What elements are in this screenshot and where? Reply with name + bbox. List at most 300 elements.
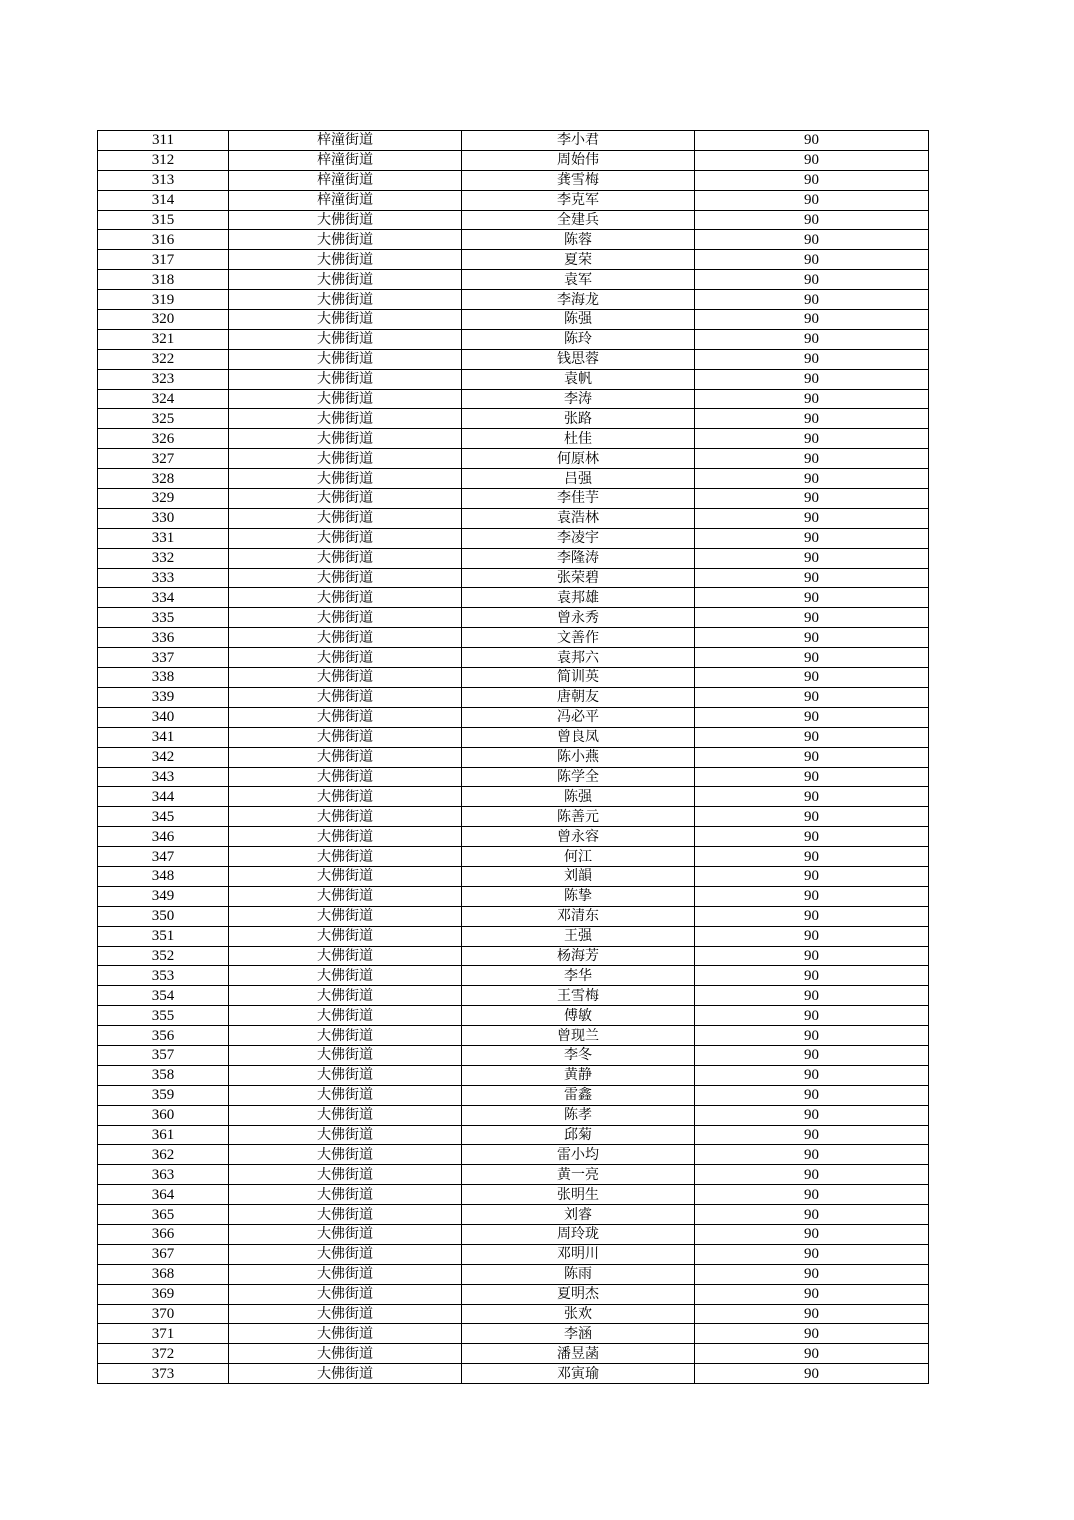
name-cell: 张路 <box>462 409 695 429</box>
row-number-cell: 359 <box>98 1085 229 1105</box>
row-number-cell: 329 <box>98 489 229 509</box>
table-row <box>98 1324 929 1344</box>
table-row <box>98 1185 929 1205</box>
row-number-cell: 314 <box>98 190 229 210</box>
score-cell: 90 <box>695 568 929 588</box>
name-cell: 龚雪梅 <box>462 170 695 190</box>
score-cell: 90 <box>695 1006 929 1026</box>
score-cell: 90 <box>695 906 929 926</box>
table-row <box>98 349 929 369</box>
score-cell: 90 <box>695 1026 929 1046</box>
street-cell: 大佛街道 <box>229 1026 462 1046</box>
table-row <box>98 329 929 349</box>
street-cell: 大佛街道 <box>229 270 462 290</box>
name-cell: 杜佳 <box>462 429 695 449</box>
name-cell: 曾良凤 <box>462 727 695 747</box>
street-cell: 大佛街道 <box>229 1185 462 1205</box>
name-cell: 袁邦六 <box>462 648 695 668</box>
name-cell: 陈小燕 <box>462 747 695 767</box>
row-number-cell: 354 <box>98 986 229 1006</box>
street-cell: 大佛街道 <box>229 787 462 807</box>
table-row <box>98 170 929 190</box>
row-number-cell: 356 <box>98 1026 229 1046</box>
name-cell: 张荣碧 <box>462 568 695 588</box>
score-cell: 90 <box>695 807 929 827</box>
row-number-cell: 341 <box>98 727 229 747</box>
table-row <box>98 1224 929 1244</box>
score-cell: 90 <box>695 190 929 210</box>
score-cell: 90 <box>695 409 929 429</box>
street-cell: 大佛街道 <box>229 1364 462 1384</box>
name-cell: 钱思蓉 <box>462 349 695 369</box>
row-number-cell: 325 <box>98 409 229 429</box>
street-cell: 大佛街道 <box>229 1085 462 1105</box>
row-number-cell: 350 <box>98 906 229 926</box>
score-cell: 90 <box>695 150 929 170</box>
score-cell: 90 <box>695 389 929 409</box>
row-number-cell: 371 <box>98 1324 229 1344</box>
row-number-cell: 362 <box>98 1145 229 1165</box>
table-row <box>98 1165 929 1185</box>
street-cell: 大佛街道 <box>229 1205 462 1225</box>
table-row <box>98 767 929 787</box>
street-cell: 大佛街道 <box>229 946 462 966</box>
name-cell: 唐朝友 <box>462 687 695 707</box>
street-cell: 大佛街道 <box>229 310 462 330</box>
score-cell: 90 <box>695 349 929 369</box>
row-number-cell: 342 <box>98 747 229 767</box>
name-cell: 张欢 <box>462 1304 695 1324</box>
street-cell: 大佛街道 <box>229 1304 462 1324</box>
name-cell: 傅敏 <box>462 1006 695 1026</box>
score-cell: 90 <box>695 170 929 190</box>
row-number-cell: 313 <box>98 170 229 190</box>
name-cell: 冯必平 <box>462 707 695 727</box>
score-cell: 90 <box>695 926 929 946</box>
table-row <box>98 1125 929 1145</box>
street-cell: 大佛街道 <box>229 827 462 847</box>
table-row <box>98 966 929 986</box>
name-cell: 邓寅瑜 <box>462 1364 695 1384</box>
street-cell: 大佛街道 <box>229 469 462 489</box>
name-cell: 陈善元 <box>462 807 695 827</box>
row-number-cell: 311 <box>98 131 229 151</box>
name-cell: 李华 <box>462 966 695 986</box>
name-cell: 袁浩林 <box>462 508 695 528</box>
row-number-cell: 327 <box>98 449 229 469</box>
table-row <box>98 1065 929 1085</box>
row-number-cell: 368 <box>98 1264 229 1284</box>
table-row <box>98 926 929 946</box>
name-cell: 陈雨 <box>462 1264 695 1284</box>
street-cell: 大佛街道 <box>229 608 462 628</box>
score-cell: 90 <box>695 866 929 886</box>
score-cell: 90 <box>695 1304 929 1324</box>
name-cell: 何江 <box>462 847 695 867</box>
score-cell: 90 <box>695 548 929 568</box>
street-cell: 大佛街道 <box>229 807 462 827</box>
name-cell: 全建兵 <box>462 210 695 230</box>
row-number-cell: 370 <box>98 1304 229 1324</box>
name-cell: 陈强 <box>462 310 695 330</box>
score-cell: 90 <box>695 469 929 489</box>
name-cell: 雷鑫 <box>462 1085 695 1105</box>
table-row <box>98 687 929 707</box>
score-cell: 90 <box>695 449 929 469</box>
table-row <box>98 449 929 469</box>
street-cell: 大佛街道 <box>229 1344 462 1364</box>
table-row <box>98 469 929 489</box>
row-number-cell: 358 <box>98 1065 229 1085</box>
score-cell: 90 <box>695 1324 929 1344</box>
score-cell: 90 <box>695 310 929 330</box>
table-row <box>98 1264 929 1284</box>
row-number-cell: 339 <box>98 687 229 707</box>
street-cell: 大佛街道 <box>229 707 462 727</box>
name-cell: 简训英 <box>462 668 695 688</box>
row-number-cell: 343 <box>98 767 229 787</box>
street-cell: 大佛街道 <box>229 329 462 349</box>
row-number-cell: 365 <box>98 1205 229 1225</box>
row-number-cell: 320 <box>98 310 229 330</box>
score-cell: 90 <box>695 329 929 349</box>
score-cell: 90 <box>695 886 929 906</box>
name-cell: 周始伟 <box>462 150 695 170</box>
street-cell: 大佛街道 <box>229 866 462 886</box>
row-number-cell: 319 <box>98 290 229 310</box>
score-cell: 90 <box>695 966 929 986</box>
row-number-cell: 367 <box>98 1244 229 1264</box>
table-row <box>98 827 929 847</box>
row-number-cell: 312 <box>98 150 229 170</box>
street-cell: 大佛街道 <box>229 767 462 787</box>
score-cell: 90 <box>695 946 929 966</box>
street-cell: 大佛街道 <box>229 1324 462 1344</box>
name-cell: 张明生 <box>462 1185 695 1205</box>
street-cell: 梓潼街道 <box>229 190 462 210</box>
table-row <box>98 807 929 827</box>
table-row <box>98 230 929 250</box>
table-row <box>98 389 929 409</box>
name-cell: 邱菊 <box>462 1125 695 1145</box>
row-number-cell: 322 <box>98 349 229 369</box>
score-cell: 90 <box>695 1045 929 1065</box>
name-cell: 李隆涛 <box>462 548 695 568</box>
street-cell: 大佛街道 <box>229 1244 462 1264</box>
table-row <box>98 1364 929 1384</box>
street-cell: 大佛街道 <box>229 727 462 747</box>
street-cell: 大佛街道 <box>229 628 462 648</box>
table-row <box>98 847 929 867</box>
table-row <box>98 668 929 688</box>
score-cell: 90 <box>695 1065 929 1085</box>
row-number-cell: 338 <box>98 668 229 688</box>
name-cell: 文善作 <box>462 628 695 648</box>
table-row <box>98 727 929 747</box>
table-row <box>98 409 929 429</box>
street-cell: 大佛街道 <box>229 847 462 867</box>
street-cell: 大佛街道 <box>229 1165 462 1185</box>
row-number-cell: 357 <box>98 1045 229 1065</box>
table-row <box>98 628 929 648</box>
row-number-cell: 349 <box>98 886 229 906</box>
name-cell: 王雪梅 <box>462 986 695 1006</box>
name-cell: 刘韻 <box>462 866 695 886</box>
table-row <box>98 548 929 568</box>
score-cell: 90 <box>695 827 929 847</box>
score-cell: 90 <box>695 210 929 230</box>
name-cell: 陈玲 <box>462 329 695 349</box>
row-number-cell: 363 <box>98 1165 229 1185</box>
street-cell: 大佛街道 <box>229 1145 462 1165</box>
score-cell: 90 <box>695 429 929 449</box>
street-cell: 大佛街道 <box>229 508 462 528</box>
score-cell: 90 <box>695 1145 929 1165</box>
name-cell: 曾永秀 <box>462 608 695 628</box>
score-cell: 90 <box>695 787 929 807</box>
table-row <box>98 986 929 1006</box>
row-number-cell: 324 <box>98 389 229 409</box>
score-cell: 90 <box>695 767 929 787</box>
score-cell: 90 <box>695 727 929 747</box>
street-cell: 大佛街道 <box>229 449 462 469</box>
table-row <box>98 310 929 330</box>
score-cell: 90 <box>695 608 929 628</box>
row-number-cell: 353 <box>98 966 229 986</box>
row-number-cell: 335 <box>98 608 229 628</box>
score-cell: 90 <box>695 489 929 509</box>
row-number-cell: 334 <box>98 588 229 608</box>
row-number-cell: 340 <box>98 707 229 727</box>
row-number-cell: 332 <box>98 548 229 568</box>
name-cell: 夏明杰 <box>462 1284 695 1304</box>
score-cell: 90 <box>695 588 929 608</box>
score-cell: 90 <box>695 847 929 867</box>
row-number-cell: 316 <box>98 230 229 250</box>
name-cell: 李涵 <box>462 1324 695 1344</box>
name-cell: 李克军 <box>462 190 695 210</box>
row-number-cell: 355 <box>98 1006 229 1026</box>
table-row <box>98 508 929 528</box>
score-cell: 90 <box>695 1264 929 1284</box>
score-cell: 90 <box>695 687 929 707</box>
table-row <box>98 1244 929 1264</box>
table-row <box>98 1045 929 1065</box>
name-cell: 雷小均 <box>462 1145 695 1165</box>
street-cell: 大佛街道 <box>229 668 462 688</box>
table-row <box>98 906 929 926</box>
street-cell: 大佛街道 <box>229 926 462 946</box>
table-row <box>98 608 929 628</box>
table-row <box>98 1006 929 1026</box>
score-cell: 90 <box>695 628 929 648</box>
table-row <box>98 150 929 170</box>
name-cell: 李小君 <box>462 131 695 151</box>
name-cell: 潘昱菡 <box>462 1344 695 1364</box>
score-cell: 90 <box>695 1125 929 1145</box>
table-row <box>98 369 929 389</box>
score-cell: 90 <box>695 270 929 290</box>
name-cell: 王强 <box>462 926 695 946</box>
score-cell: 90 <box>695 707 929 727</box>
row-number-cell: 333 <box>98 568 229 588</box>
table-row <box>98 588 929 608</box>
score-cell: 90 <box>695 1284 929 1304</box>
table-row <box>98 528 929 548</box>
row-number-cell: 337 <box>98 648 229 668</box>
name-cell: 李冬 <box>462 1045 695 1065</box>
name-cell: 陈孝 <box>462 1105 695 1125</box>
street-cell: 大佛街道 <box>229 250 462 270</box>
table-row <box>98 270 929 290</box>
street-cell: 大佛街道 <box>229 230 462 250</box>
score-cell: 90 <box>695 747 929 767</box>
score-cell: 90 <box>695 230 929 250</box>
name-cell: 周玲珑 <box>462 1224 695 1244</box>
name-cell: 陈强 <box>462 787 695 807</box>
street-cell: 梓潼街道 <box>229 170 462 190</box>
row-number-cell: 366 <box>98 1224 229 1244</box>
row-number-cell: 326 <box>98 429 229 449</box>
name-cell: 李涛 <box>462 389 695 409</box>
row-number-cell: 318 <box>98 270 229 290</box>
row-number-cell: 336 <box>98 628 229 648</box>
table-row <box>98 1085 929 1105</box>
name-cell: 曾现兰 <box>462 1026 695 1046</box>
street-cell: 大佛街道 <box>229 1125 462 1145</box>
table-row <box>98 747 929 767</box>
street-cell: 大佛街道 <box>229 906 462 926</box>
score-cell: 90 <box>695 250 929 270</box>
table-row <box>98 707 929 727</box>
street-cell: 梓潼街道 <box>229 131 462 151</box>
street-cell: 大佛街道 <box>229 369 462 389</box>
street-cell: 大佛街道 <box>229 886 462 906</box>
street-cell: 大佛街道 <box>229 409 462 429</box>
name-cell: 夏荣 <box>462 250 695 270</box>
street-cell: 大佛街道 <box>229 568 462 588</box>
name-cell: 陈学全 <box>462 767 695 787</box>
row-number-cell: 351 <box>98 926 229 946</box>
street-cell: 大佛街道 <box>229 429 462 449</box>
name-cell: 袁军 <box>462 270 695 290</box>
street-cell: 大佛街道 <box>229 1264 462 1284</box>
street-cell: 大佛街道 <box>229 986 462 1006</box>
data-table <box>97 130 929 1384</box>
row-number-cell: 360 <box>98 1105 229 1125</box>
score-cell: 90 <box>695 1185 929 1205</box>
table-row <box>98 568 929 588</box>
name-cell: 袁帆 <box>462 369 695 389</box>
street-cell: 大佛街道 <box>229 210 462 230</box>
row-number-cell: 323 <box>98 369 229 389</box>
table-row <box>98 1344 929 1364</box>
name-cell: 陈蓉 <box>462 230 695 250</box>
table-row <box>98 866 929 886</box>
row-number-cell: 361 <box>98 1125 229 1145</box>
row-number-cell: 345 <box>98 807 229 827</box>
score-cell: 90 <box>695 1224 929 1244</box>
row-number-cell: 372 <box>98 1344 229 1364</box>
row-number-cell: 315 <box>98 210 229 230</box>
score-cell: 90 <box>695 648 929 668</box>
table-row <box>98 787 929 807</box>
table-row <box>98 946 929 966</box>
table-row <box>98 1145 929 1165</box>
table-row <box>98 131 929 151</box>
table-row <box>98 190 929 210</box>
table-body <box>98 131 929 1384</box>
score-cell: 90 <box>695 1085 929 1105</box>
score-cell: 90 <box>695 1105 929 1125</box>
row-number-cell: 328 <box>98 469 229 489</box>
street-cell: 大佛街道 <box>229 1284 462 1304</box>
table-row <box>98 648 929 668</box>
name-cell: 袁邦雄 <box>462 588 695 608</box>
table-row <box>98 886 929 906</box>
row-number-cell: 317 <box>98 250 229 270</box>
street-cell: 大佛街道 <box>229 1065 462 1085</box>
row-number-cell: 369 <box>98 1284 229 1304</box>
table-row <box>98 250 929 270</box>
row-number-cell: 346 <box>98 827 229 847</box>
table-row <box>98 1205 929 1225</box>
score-cell: 90 <box>695 668 929 688</box>
street-cell: 大佛街道 <box>229 687 462 707</box>
name-cell: 邓清东 <box>462 906 695 926</box>
table-row <box>98 429 929 449</box>
score-cell: 90 <box>695 369 929 389</box>
table-row <box>98 489 929 509</box>
score-cell: 90 <box>695 131 929 151</box>
row-number-cell: 331 <box>98 528 229 548</box>
name-cell: 刘睿 <box>462 1205 695 1225</box>
table-row <box>98 1026 929 1046</box>
row-number-cell: 330 <box>98 508 229 528</box>
row-number-cell: 321 <box>98 329 229 349</box>
name-cell: 吕强 <box>462 469 695 489</box>
row-number-cell: 373 <box>98 1364 229 1384</box>
street-cell: 大佛街道 <box>229 489 462 509</box>
name-cell: 李凌宇 <box>462 528 695 548</box>
row-number-cell: 352 <box>98 946 229 966</box>
score-cell: 90 <box>695 1244 929 1264</box>
table-row <box>98 210 929 230</box>
table-row <box>98 1105 929 1125</box>
score-cell: 90 <box>695 1364 929 1384</box>
score-cell: 90 <box>695 1205 929 1225</box>
street-cell: 梓潼街道 <box>229 150 462 170</box>
street-cell: 大佛街道 <box>229 747 462 767</box>
name-cell: 黄一亮 <box>462 1165 695 1185</box>
street-cell: 大佛街道 <box>229 648 462 668</box>
street-cell: 大佛街道 <box>229 1006 462 1026</box>
score-cell: 90 <box>695 508 929 528</box>
name-cell: 杨海芳 <box>462 946 695 966</box>
street-cell: 大佛街道 <box>229 588 462 608</box>
score-cell: 90 <box>695 528 929 548</box>
street-cell: 大佛街道 <box>229 1105 462 1125</box>
street-cell: 大佛街道 <box>229 528 462 548</box>
table-row <box>98 290 929 310</box>
name-cell: 黄静 <box>462 1065 695 1085</box>
score-cell: 90 <box>695 290 929 310</box>
street-cell: 大佛街道 <box>229 389 462 409</box>
row-number-cell: 347 <box>98 847 229 867</box>
name-cell: 邓明川 <box>462 1244 695 1264</box>
score-cell: 90 <box>695 986 929 1006</box>
table-row <box>98 1304 929 1324</box>
